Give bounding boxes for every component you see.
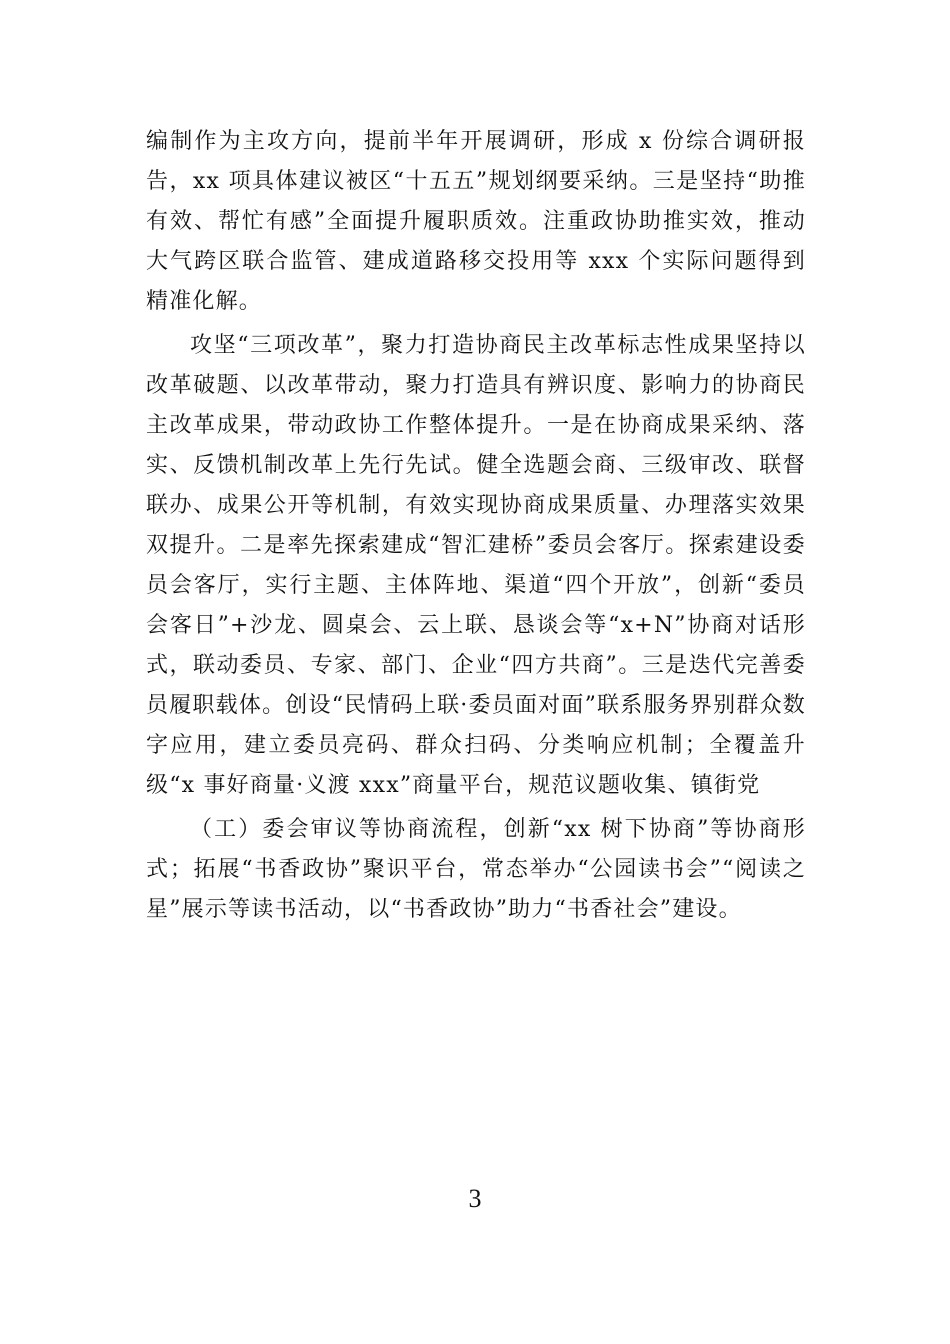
body-text <box>146 122 806 934</box>
paragraph-consultation: （工）委会审议等协商流程，创新“xx 树下协商”等协商形式；拓展“书香政协”聚识平台，常态举办“公园读书会”“阅读之星”展示等读书活动，以“书香政协”助力“书香社会”建设。 <box>146 817 806 922</box>
paragraph-continued: 编制作为主攻方向，提前半年开展调研，形成 x 份综合调研报告，xx 项具体建议被区“十五五”规划纲要采纳。三是坚持“助推有效、帮忙有感”全面提升履职质效。注重政协助推实效，推动大气跨区联合监管、建成道路移交投用等 xxx 个实际问题得到精准化解。 <box>146 129 806 314</box>
page-number: 3 <box>468 1184 482 1213</box>
paragraph-reform: 攻坚“三项改革”，聚力打造协商民主改革标志性成果坚持以改革破题、以改革带动，聚力打造具有辨识度、影响力的协商民主改革成果，带动政协工作整体提升。一是在协商成果采纳、落实、反馈机制改革上先行先试。健全选题会商、三级审改、联督联办、成果公开等机制，有效实现协商成果质量、办理落实效果双提升。二是率先探索建成“智汇建桥”委员会客厅。探索建设委员会客厅，实行主题、主体阵地、渠道“四个开放”，创新“委员会客日”+沙龙、圆桌会、云上联、恳谈会等“x+N”协商对话形式，联动委员、专家、部门、企业“四方共商”。三是迭代完善委员履职载体。创设“民情码上联·委员面对面”联系服务界别群众数字应用，建立委员亮码、群众扫码、分类响应机制；全覆盖升级“x 事好商量·义渡 xxx”商量平台，规范议题收集、镇街党 <box>146 333 806 798</box>
